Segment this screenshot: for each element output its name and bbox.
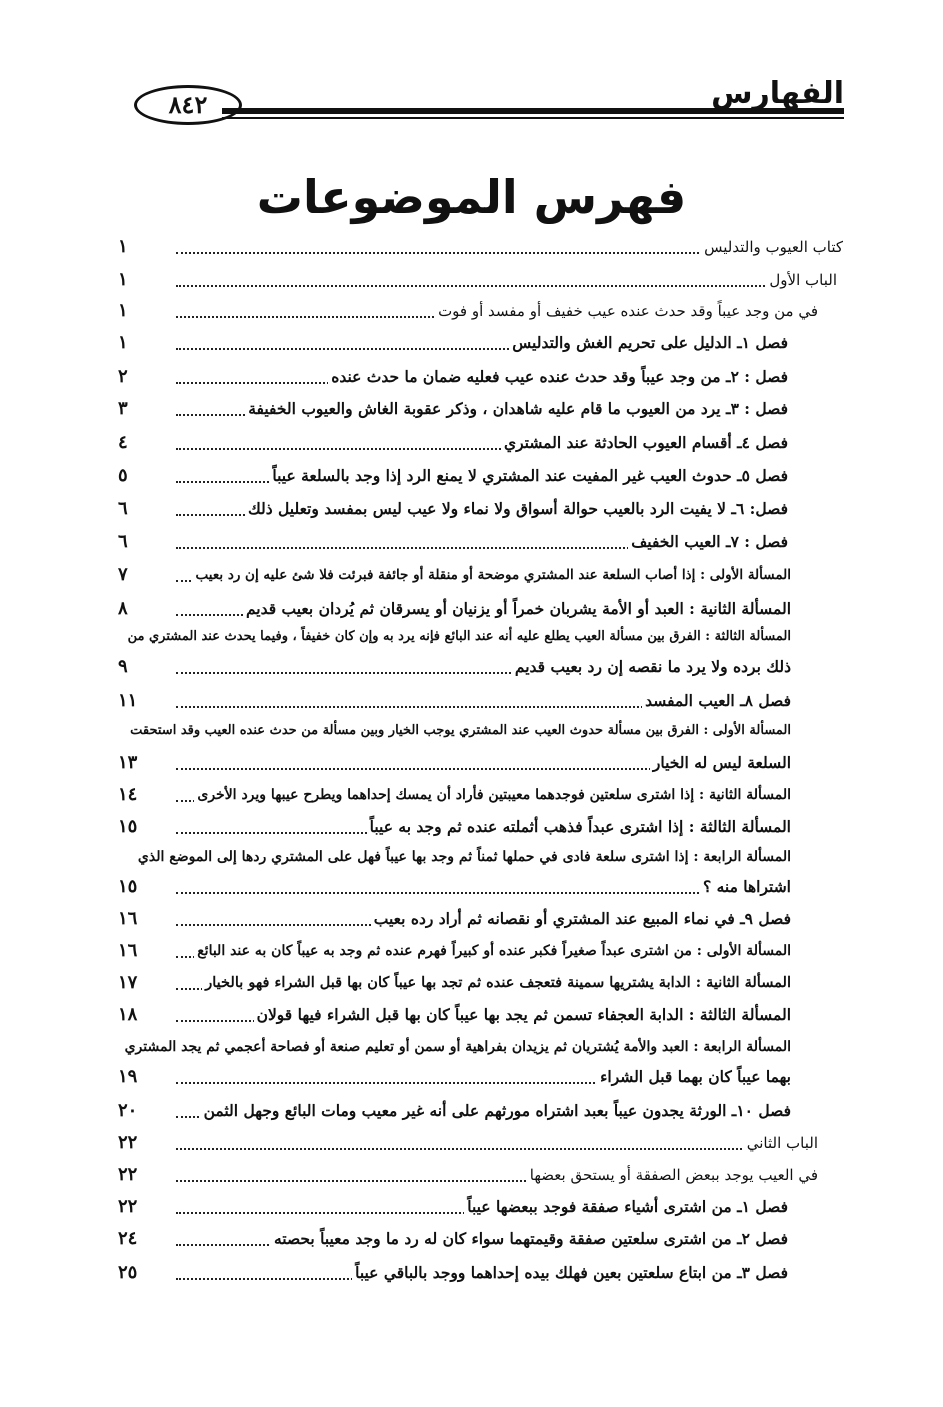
toc-entry-title: المسألة الرابعة : العبد والأمة يُشتريان ثم يزيدان بفراهية أو سمن أو تعليم صنعة أو فصاحة أعجمي ثم يجد المشتري: [124, 1039, 791, 1055]
toc-page-number: ٣: [118, 398, 128, 419]
toc-page-number: ٧: [118, 564, 128, 585]
toc-entry: [176, 1192, 788, 1222]
toc-entry: [176, 1160, 818, 1190]
toc-entry-title: فصل ٤ـ أقسام العيوب الحادثة عند المشتري: [501, 428, 788, 458]
toc-entry-title: فصل ٥ـ حدوث العيب غير المفيت عند المشتري لا يمنع الرد إذا وجد بالسلعة عيباً: [269, 461, 788, 491]
toc-entry: [176, 780, 791, 810]
toc-entry: [176, 328, 788, 358]
toc-entry-title: المسألة الثانية : إذا اشترى سلعتين فوجدهما معيبتين فأراد أن يمسك إحداهما ويطرح عيبها ويرد الأخرى: [194, 780, 791, 810]
toc-page-number: ٢٢: [118, 1132, 138, 1153]
toc-page-number: ١٧: [118, 972, 138, 993]
toc-entry-title: فصل ٩ـ في نماء المبيع عند المشتري أو نقصانه ثم أراد رده بعيب: [371, 904, 791, 934]
toc-entry-title: المسألة الثانية : الدابة يشتريها سمينة فتعجف عنده ثم تجد بها عيباً كان بها قبل الشراء فهو بالخيار: [202, 968, 791, 998]
toc-page-number: ١٦: [118, 908, 138, 929]
toc-page-number: ٥: [118, 465, 128, 486]
toc-entry: [176, 904, 791, 934]
toc-entry: [176, 265, 837, 295]
toc-page-number: ١٥: [118, 816, 138, 837]
toc-entry-title: فصل: ٦ـ لا يفيت الرد بالعيب حوالة أسواق ولا نماء ولا عيب ليس بمفسد وتعليل ذلك: [245, 494, 788, 524]
toc-entry-title: المسألة الرابعة : إذا اشترى سلعة فادى في حملها ثمناً ثم وجد بها عيباً فهل على المشتري ردها إلى الموضع الذي: [137, 849, 791, 865]
toc-page-number: ١٩: [118, 1066, 138, 1087]
toc-entry-title: المسألة الثالثة : الدابة العجفاء تسمن ثم يجد بها عيباً كان بها قبل الشراء فيها قولان: [254, 1000, 791, 1030]
toc-entry-title: الباب الثاني: [744, 1128, 818, 1158]
running-header-title: الفهارس: [711, 76, 844, 111]
toc-entry-title: في العيب يوجد ببعض الصفقة أو يستحق بعضها: [527, 1160, 818, 1190]
toc-entry: [176, 1258, 788, 1288]
toc-page-number: ١: [118, 236, 128, 257]
toc-page-number: ١: [118, 269, 128, 290]
toc-entry-title: المسألة الأولى : من اشترى عبداً صغيراً فكبر عنده أو كبيراً فهرم عنده ثم وجد به عيباً كان به عند البائع: [194, 936, 791, 966]
toc-page-number: ٤: [118, 432, 128, 453]
toc-page-number: ١٦: [118, 940, 138, 961]
toc-page-number: ١: [118, 332, 128, 353]
toc-page-number: ٢٢: [118, 1164, 138, 1185]
toc-page-number: ٢٢: [118, 1196, 138, 1217]
toc-entry-title: فصل : ٢ـ من وجد عيباً وقد حدث عنده عيب فعليه ضمان ما حدث عنده: [328, 362, 788, 392]
toc-page-number: ١٣: [118, 752, 138, 773]
toc-page-number: ١١: [118, 690, 138, 711]
toc-page-number: ٢٠: [118, 1100, 138, 1121]
toc-entry-title: فصل ٨ـ العيب المفسد: [642, 686, 791, 716]
toc-entry: [176, 560, 791, 590]
toc-entry-title: المسألة الثالثة : إذا اشترى عبداً فذهب أثملته عنده ثم وجد به عيباً: [367, 812, 791, 842]
toc-entry-title: الباب الأول: [766, 265, 837, 295]
toc-entry: [176, 968, 791, 998]
toc-entry: [176, 394, 788, 424]
toc-page-number: ١٥: [118, 876, 138, 897]
toc-page-number: ٨: [118, 598, 128, 619]
toc-page-number: ١٨: [118, 1004, 138, 1025]
toc-entry: [176, 686, 791, 716]
toc-entry-title: فصل : ٧ـ العيب الخفيف: [628, 527, 788, 557]
toc-entry: [176, 872, 791, 902]
toc-entry-title: فصل ٢ـ من اشترى سلعتين صفقة وقيمتهما سواء كان له رد ما وجد معيباً بحصته: [271, 1224, 788, 1254]
toc-entry: [176, 461, 788, 491]
toc-leader-dots: [176, 1148, 818, 1150]
toc-entry: [176, 494, 788, 524]
toc-page-number: ٦: [118, 531, 128, 552]
toc-entry-title: فصل ١٠ـ الورثة يجدون عيباً بعبد اشتراه مورثهم على أنه غير معيب ومات البائع وجهل الثمن: [201, 1096, 791, 1126]
toc-entry: [176, 527, 788, 557]
toc-entry: [176, 1096, 791, 1126]
toc-entry: [176, 296, 818, 326]
toc-entry-continuation: اشتراها منه ؟: [700, 872, 791, 902]
toc-leader-dots: [176, 892, 791, 894]
toc-page-number: ٦: [118, 498, 128, 519]
toc-entry: [176, 594, 791, 624]
toc-entry-title: المسألة الأولى : إذا أصاب السلعة عند المشتري موضحة أو منقلة أو جائفة فبرئت فلا شئ عليه إن رد بعيب: [193, 560, 791, 590]
toc-entry-title: المسألة الثانية : العبد أو الأمة يشربان خمراً أو يزنيان أو يسرقان ثم يُردان بعيب قديم: [243, 594, 791, 624]
toc-entry: [176, 1062, 791, 1092]
toc-page-number: ٢: [118, 366, 128, 387]
toc-entry: [176, 428, 788, 458]
toc-entry: [176, 1128, 818, 1158]
toc-entry: [176, 652, 791, 682]
toc-entry: [176, 1224, 788, 1254]
toc-page-number: ١٤: [118, 784, 138, 805]
toc-entry-title: فصل ٣ـ من ابتاع سلعتين بعين فهلك بيده إحداهما ووجد بالباقي عيباً: [352, 1258, 788, 1288]
toc-entry: [176, 936, 791, 966]
toc-entry-title: فصل : ٣ـ يرد من العيوب ما قام عليه شاهدان ، وذكر عقوبة الغاش والعيوب الخفيفة: [245, 394, 788, 424]
toc-entry-title: المسألة الأولى : الفرق بين مسألة حدوث العيب عند المشتري يوجب الخيار وبين مسألة من حدث عنده العيب وقد استحقت: [130, 723, 791, 738]
toc-page-number: ١: [118, 300, 128, 321]
toc-entry: [176, 812, 791, 842]
toc-entry: [176, 1000, 791, 1030]
toc-entry: [176, 748, 791, 778]
toc-entry-title: المسألة الثالثة : الفرق بين مسألة العيب يطلع عليه أنه عند البائع فإنه يرد به وإن كان خفيفاً ، وفيما يحدث عند المشتري من: [127, 629, 791, 644]
page-number: ٨٤٢: [134, 85, 242, 125]
toc-entry: [176, 362, 788, 392]
toc-page-number: ٢٤: [118, 1228, 138, 1249]
toc-entry-title: فصل ١ـ من اشترى أشياء صفقة فوجد ببعضها عيباً: [464, 1192, 788, 1222]
toc-entry: [176, 232, 843, 262]
toc-page-number: ٩: [118, 656, 128, 677]
toc-entry-title: في من وجد عيباً وقد حدث عنده عيب خفيف أو مفسد أو فوت: [435, 296, 818, 326]
toc-entry-continuation: بهما عيباً كان بهما قبل الشراء: [597, 1062, 791, 1092]
toc-page-number: ٢٥: [118, 1262, 138, 1283]
toc-entry-title: كتاب العيوب والتدليس: [701, 232, 843, 262]
toc-entry-continuation: ذلك برده ولا يرد ما نقصه إن رد بعيب قديم: [512, 652, 791, 682]
toc-entry-continuation: السلعة ليس له الخيار: [650, 748, 791, 778]
toc-entry-title: فصل ١ـ الدليل على تحريم الغش والتدليس: [509, 328, 788, 358]
toc-leader-dots: [176, 285, 837, 287]
page-title: فهرس الموضوعات: [256, 170, 687, 224]
